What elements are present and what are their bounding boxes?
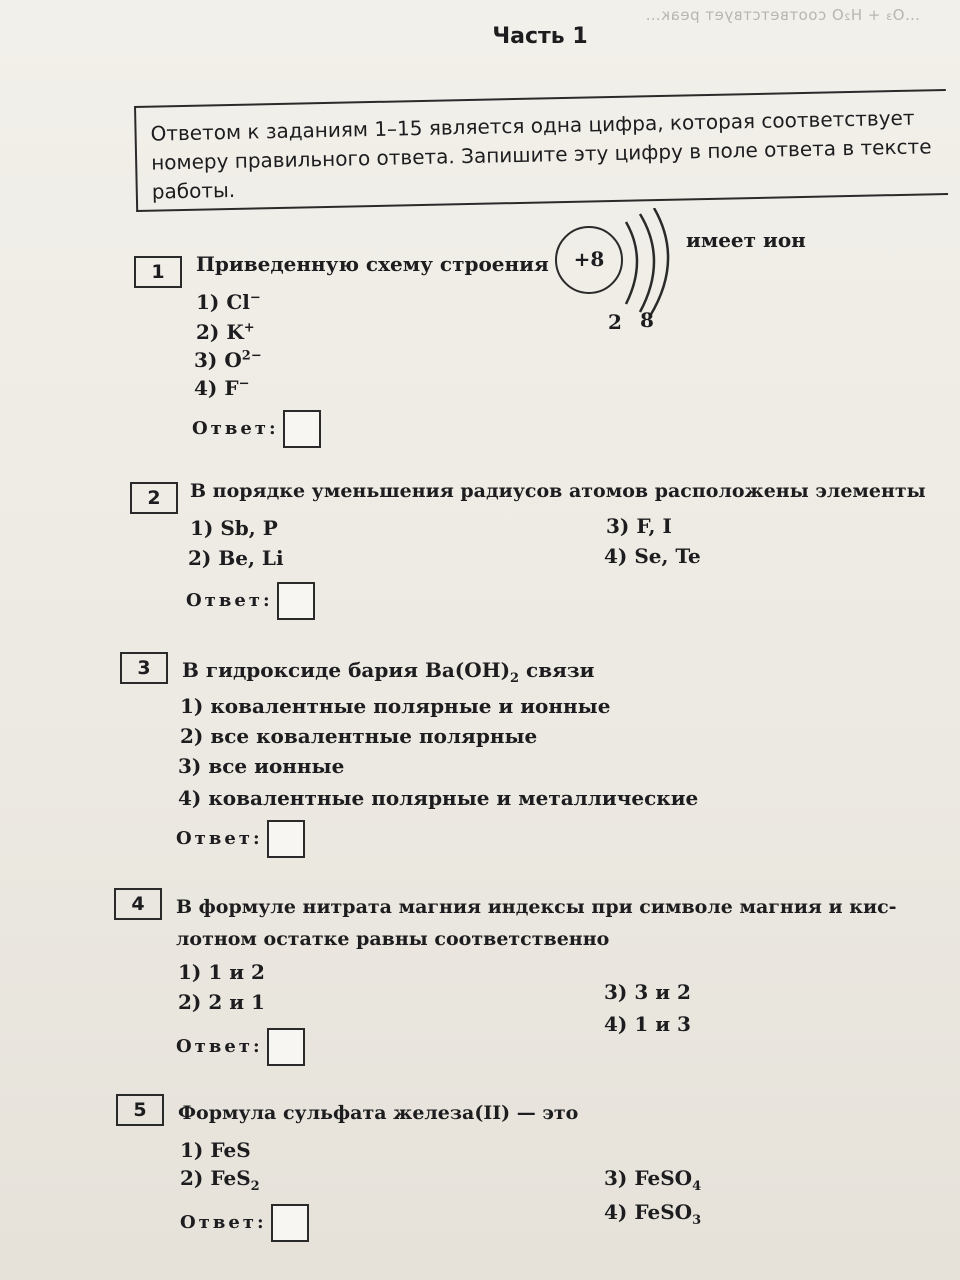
atom-nucleus [555,226,623,294]
answer-input-3[interactable] [267,820,305,858]
task-2-option-4: 4) Se, Te [604,544,701,568]
task-2-option-3: 3) F, I [606,514,672,538]
answer-input-4[interactable] [267,1028,305,1066]
task-3-question: В гидроксиде бария $Ba(OH)_2$ связи [182,658,595,686]
task-4-answer [176,1028,305,1066]
task-4-question-line-1: В формуле нитрата магния индексы при символе магния и кис- [176,896,897,918]
part-title: Часть 1 [492,24,588,49]
task-1-option-1: 1) Cl− [196,290,261,314]
task-5-option-2: 2) FeS$_2$ [180,1166,260,1194]
answer-input-1[interactable] [283,410,321,448]
task-number-3: 3 [120,652,168,684]
shell-electrons-2: 8 [640,308,654,332]
task-4-question-line-2: лотном остатке равны соответственно [176,928,610,950]
instruction-box [134,89,948,212]
task-4-option-3: 3) 3 и 2 [604,980,691,1004]
task-4-option-4: 4) 1 и 3 [604,1012,691,1036]
answer-label: Ответ: [176,1036,263,1057]
task-5-answer [180,1204,309,1242]
task-2-option-1: 1) Sb, P [190,516,278,540]
shell-arc-1 [626,222,637,304]
task-5-option-4: 4) FeSO$_3$ [604,1200,702,1228]
answer-label: Ответ: [186,590,273,611]
task-1-option-2: 2) K+ [196,320,255,344]
answer-label: Ответ: [176,828,263,849]
answer-input-2[interactable] [277,582,315,620]
task-1-option-4: 4) F− [194,376,250,400]
task-2-answer [186,582,315,620]
answer-label: Ответ: [180,1212,267,1233]
task-number-1: 1 [134,256,182,288]
task-1-question: Приведенную схему строения [196,252,549,276]
task-2-question: В порядке уменьшения радиусов атомов расположены элементы [190,480,926,502]
nucleus-charge: +8 [573,247,605,271]
task-5-question: Формула сульфата железа(II) — это [178,1102,579,1124]
task-3-option-1: 1) ковалентные полярные и ионные [180,694,611,718]
task-1-option-3: 3) $O^{2-}$ [194,348,262,372]
electron-shell-arcs [620,208,690,318]
task-3-option-4: 4) ковалентные полярные и металлические [178,786,699,810]
task-1-answer [192,410,321,448]
shell-arc-2 [640,214,654,312]
task-number-2: 2 [130,482,178,514]
task-4-option-1: 1) 1 и 2 [178,960,265,984]
task-4-option-2: 2) 2 и 1 [178,990,265,1014]
shell-arc-3 [650,208,668,316]
task-5-option-1: 1) FeS [180,1138,251,1162]
task-5-option-3: 3) FeSO$_4$ [604,1166,702,1194]
bleed-through-text: …O₃ + H₂O соответствует реак… [645,6,920,24]
task-3-option-3: 3) все ионные [178,754,345,778]
task-3-answer [176,820,305,858]
shell-electrons-1: 2 [608,310,622,334]
task-number-4: 4 [114,888,162,920]
task-1-question-tail: имеет ион [686,228,806,252]
task-2-option-2: 2) Be, Li [188,546,284,570]
task-number-5: 5 [116,1094,164,1126]
answer-label: Ответ: [192,418,279,439]
instruction-text: Ответом к заданиям 1–15 является одна цифра, которая соответствует номеру правильного ответа. Запишите эту цифру в поле ответа в тексте работы. [150,105,932,204]
task-3-option-2: 2) все ковалентные полярные [180,724,538,748]
answer-input-5[interactable] [271,1204,309,1242]
